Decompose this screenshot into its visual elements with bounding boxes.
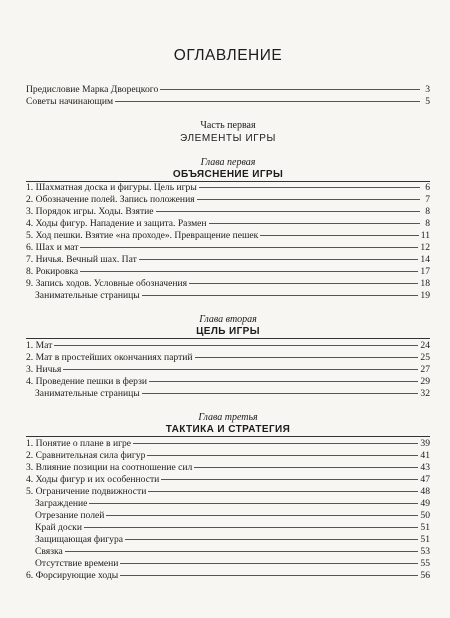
toc-entry-text: 1. Понятие о плане в игре xyxy=(26,438,132,449)
toc-entry-page: 47 xyxy=(420,474,430,485)
toc-entry-page: 12 xyxy=(420,242,430,253)
chapter-rule xyxy=(26,338,430,339)
toc-entry-page: 24 xyxy=(420,340,430,351)
toc-entry-page: 6 xyxy=(425,182,430,193)
leader-dots xyxy=(80,271,418,272)
toc-entry-text: Предисловие Марка Дворецкого xyxy=(26,84,159,95)
toc-entry-page: 49 xyxy=(420,498,430,509)
part-name: ЭЛЕМЕНТЫ ИГРЫ xyxy=(180,133,276,144)
toc-entry xyxy=(26,194,430,206)
toc-entry-page: 56 xyxy=(420,570,430,581)
toc-entry-preface xyxy=(26,84,430,96)
toc-entry xyxy=(26,266,430,278)
toc-entry-text: Отсутствие времени xyxy=(35,558,119,569)
toc-subentry xyxy=(35,510,430,522)
toc-entry-text: 7. Ничья. Вечный шах. Пат xyxy=(26,254,137,265)
leader-dots xyxy=(125,539,418,540)
toc-subentry xyxy=(35,522,430,534)
toc-entry-page: 11 xyxy=(420,230,430,241)
toc-subentry xyxy=(35,534,430,546)
toc-entry-text: Отрезание полей xyxy=(35,510,105,521)
leader-dots xyxy=(147,455,418,456)
toc-entry-page: 8 xyxy=(425,206,430,217)
toc-entry-page: 55 xyxy=(420,558,430,569)
leader-dots xyxy=(260,235,418,236)
toc-subentry xyxy=(35,290,430,302)
toc-entry xyxy=(26,340,430,352)
toc-entry xyxy=(26,570,430,582)
toc-entry-page: 48 xyxy=(420,486,430,497)
toc-entry-text: Занимательные страницы xyxy=(35,290,140,301)
toc-entry-text: 2. Обозначение полей. Запись положения xyxy=(26,194,195,205)
toc-entry-advice xyxy=(26,96,430,108)
leader-dots xyxy=(80,247,418,248)
toc-entry-text: 5. Ограничение подвижности xyxy=(26,486,147,497)
leader-dots xyxy=(106,515,418,516)
toc-entry-page: 50 xyxy=(420,510,430,521)
toc-entry-text: 4. Ходы фигур. Нападение и защита. Размен xyxy=(26,218,207,229)
toc-entry-text: Связка xyxy=(35,546,63,557)
toc-entry xyxy=(26,474,430,486)
toc-entry xyxy=(26,438,430,450)
leader-dots xyxy=(89,503,418,504)
toc-entry-page: 41 xyxy=(420,450,430,461)
leader-dots xyxy=(115,101,420,102)
toc-entry xyxy=(26,254,430,266)
toc-entry-text: 8. Рокировка xyxy=(26,266,79,277)
toc-entry-text: Край доски xyxy=(35,522,82,533)
toc-entry-text: 3. Влияние позиции на соотношение сил xyxy=(26,462,193,473)
toc-entry-page: 32 xyxy=(420,388,430,399)
chapter-title: ОБЪЯСНЕНИЕ ИГРЫ xyxy=(172,169,284,180)
part-label: Часть первая xyxy=(200,120,256,131)
toc-entry xyxy=(26,352,430,364)
chapter-rule xyxy=(26,436,430,437)
leader-dots xyxy=(189,283,418,284)
chapter-label: Глава третья xyxy=(198,412,258,423)
chapter-title: ТАКТИКА И СТРАТЕГИЯ xyxy=(165,424,291,435)
toc-entry xyxy=(26,376,430,388)
toc-entry-text: 4. Ходы фигур и их особенности xyxy=(26,474,160,485)
leader-dots xyxy=(120,563,418,564)
toc-entry-page: 17 xyxy=(420,266,430,277)
toc-entry-text: Занимательные страницы xyxy=(35,388,140,399)
leader-dots xyxy=(84,527,418,528)
toc-entry-text: 3. Порядок игры. Ходы. Взятие xyxy=(26,206,154,217)
leader-dots xyxy=(194,467,418,468)
toc-entry xyxy=(26,364,430,376)
toc-entry-text: Советы начинающим xyxy=(26,96,114,107)
leader-dots xyxy=(133,443,418,444)
toc-entry xyxy=(26,206,430,218)
toc-entry-page: 3 xyxy=(425,84,430,95)
toc-entry xyxy=(26,278,430,290)
toc-entry-page: 29 xyxy=(420,376,430,387)
toc-entry-page: 14 xyxy=(420,254,430,265)
toc-entry xyxy=(26,462,430,474)
toc-entry-text: 1. Шахматная доска и фигуры. Цель игры xyxy=(26,182,197,193)
leader-dots xyxy=(120,575,418,576)
toc-subentry xyxy=(35,388,430,400)
toc-entry-text: Заграждение xyxy=(35,498,88,509)
toc-entry-page: 18 xyxy=(420,278,430,289)
toc-entry-page: 27 xyxy=(420,364,430,375)
leader-dots xyxy=(149,381,418,382)
leader-dots xyxy=(160,89,420,90)
toc-entry-text: 3. Ничья xyxy=(26,364,62,375)
leader-dots xyxy=(139,259,419,260)
leader-dots xyxy=(199,187,420,188)
toc-entry-text: 6. Форсирующие ходы xyxy=(26,570,119,581)
toc-entry-text: 6. Шах и мат xyxy=(26,242,79,253)
leader-dots xyxy=(197,199,420,200)
leader-dots xyxy=(142,295,419,296)
leader-dots xyxy=(65,551,419,552)
toc-entry-page: 53 xyxy=(420,546,430,557)
chapter-label: Глава первая xyxy=(200,157,256,168)
chapter-label: Глава вторая xyxy=(199,314,257,325)
toc-entry xyxy=(26,242,430,254)
leader-dots xyxy=(148,491,418,492)
toc-subentry xyxy=(35,498,430,510)
toc-subentry xyxy=(35,546,430,558)
toc-entry-text: 1. Мат xyxy=(26,340,53,351)
toc-entry xyxy=(26,450,430,462)
leader-dots xyxy=(161,479,418,480)
toc-entry-page: 25 xyxy=(420,352,430,363)
toc-entry-page: 8 xyxy=(425,218,430,229)
leader-dots xyxy=(195,357,419,358)
toc-entry-text: 2. Мат в простейших окончаниях партий xyxy=(26,352,193,363)
page-title: ОГЛАВЛЕНИЕ xyxy=(173,47,283,64)
toc-page xyxy=(26,0,430,618)
leader-dots xyxy=(156,211,420,212)
toc-entry-page: 19 xyxy=(420,290,430,301)
leader-dots xyxy=(54,345,418,346)
toc-entry-page: 51 xyxy=(420,534,430,545)
toc-subentry xyxy=(35,558,430,570)
toc-entry-page: 7 xyxy=(425,194,430,205)
toc-entry xyxy=(26,486,430,498)
toc-entry-text: 2. Сравнительная сила фигур xyxy=(26,450,146,461)
leader-dots xyxy=(209,223,420,224)
chapter-title: ЦЕЛЬ ИГРЫ xyxy=(196,326,260,337)
toc-entry-text: 5. Ход пешки. Взятие «на проходе». Превращение пешек xyxy=(26,230,259,241)
toc-entry-page: 43 xyxy=(420,462,430,473)
leader-dots xyxy=(142,393,419,394)
toc-entry xyxy=(26,230,430,242)
toc-entry xyxy=(26,182,430,194)
toc-entry xyxy=(26,218,430,230)
toc-entry-text: 4. Проведение пешки в ферзи xyxy=(26,376,147,387)
toc-entry-text: Защищающая фигура xyxy=(35,534,123,545)
leader-dots xyxy=(63,369,418,370)
toc-entry-page: 39 xyxy=(420,438,430,449)
toc-entry-text: 9. Запись ходов. Условные обозначения xyxy=(26,278,188,289)
toc-entry-page: 5 xyxy=(425,96,430,107)
toc-entry-page: 51 xyxy=(420,522,430,533)
